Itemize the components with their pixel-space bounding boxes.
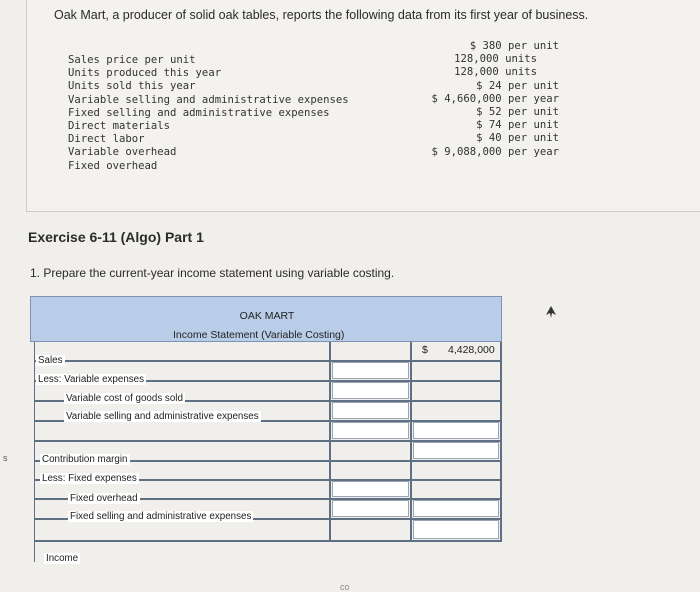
exercise-title: Exercise 6-11 (Algo) Part 1: [28, 229, 204, 245]
amount-input[interactable]: [332, 481, 409, 497]
question-text: 1. Prepare the current-year income statement using variable costing.: [30, 266, 395, 280]
data-values-column: [431, 40, 559, 159]
sales-amount: 4,428,000: [448, 344, 495, 356]
margin-mark: s: [3, 453, 8, 463]
row-label-fixed-overhead[interactable]: Fixed overhead: [70, 493, 138, 504]
column-divider: [410, 342, 412, 542]
row-label-contribution-margin[interactable]: Contribution margin: [42, 454, 128, 465]
column-divider: [500, 342, 502, 542]
row-label-fixed-sga[interactable]: Fixed selling and administrative expenses: [70, 511, 252, 522]
row-label-less-variable-expenses[interactable]: Less: Variable expenses: [38, 374, 145, 385]
data-label: Direct materials: [68, 120, 171, 133]
amount-input[interactable]: [332, 362, 409, 379]
total-input[interactable]: [413, 520, 499, 539]
total-input[interactable]: [413, 500, 499, 517]
sales-currency-symbol: $: [422, 344, 428, 356]
amount-input[interactable]: [332, 500, 409, 517]
problem-intro: Oak Mart, a producer of solid oak tables, reports the following data from its first year of business.: [54, 8, 589, 22]
data-value: $ 74 per unit: [476, 119, 559, 132]
data-label: Sales price per unit: [68, 54, 196, 66]
row-label-sales[interactable]: Sales: [38, 355, 63, 366]
company-name: OAK MART: [239, 310, 295, 322]
data-label: Fixed selling and administrative expenses: [68, 106, 330, 119]
data-labels-column: [68, 54, 349, 173]
data-label: Units produced this year: [68, 67, 222, 80]
data-label: Variable overhead: [68, 146, 177, 159]
column-divider: [34, 342, 35, 562]
row-label-variable-sga[interactable]: Variable selling and administrative expenses: [66, 411, 259, 422]
data-label: Fixed overhead: [68, 159, 158, 172]
statement-header: [30, 296, 502, 342]
data-value: 128,000 units: [454, 66, 537, 79]
row-label-variable-cogs[interactable]: Variable cost of goods sold: [66, 393, 183, 404]
page-mark: co: [340, 582, 350, 592]
data-value: $ 9,088,000 per year: [431, 145, 559, 158]
data-value: $ 380 per unit: [469, 40, 559, 52]
amount-input[interactable]: [332, 422, 409, 439]
income-statement-table: [30, 296, 502, 562]
amount-input[interactable]: [332, 402, 409, 419]
row-divider: [34, 540, 502, 542]
row-label-income[interactable]: Income: [46, 553, 79, 564]
data-label: Units sold this year: [68, 80, 196, 93]
total-input[interactable]: [413, 442, 499, 459]
data-value: $ 24 per unit: [476, 79, 559, 92]
data-value: $ 52 per unit: [476, 106, 559, 119]
data-label: Direct labor: [68, 133, 145, 146]
amount-input[interactable]: [332, 382, 409, 399]
total-input[interactable]: [413, 422, 499, 439]
data-value: 128,000 units: [454, 53, 537, 66]
data-value: $ 4,660,000 per year: [431, 92, 559, 105]
column-divider: [329, 342, 331, 542]
statement-subtitle: Income Statement (Variable Costing): [173, 329, 345, 341]
mouse-pointer-icon: [546, 306, 556, 318]
data-value: $ 40 per unit: [476, 132, 559, 145]
row-label-less-fixed-expenses[interactable]: Less: Fixed expenses: [42, 473, 137, 484]
data-label: Variable selling and administrative expenses: [68, 93, 349, 106]
row-divider: [34, 360, 502, 362]
